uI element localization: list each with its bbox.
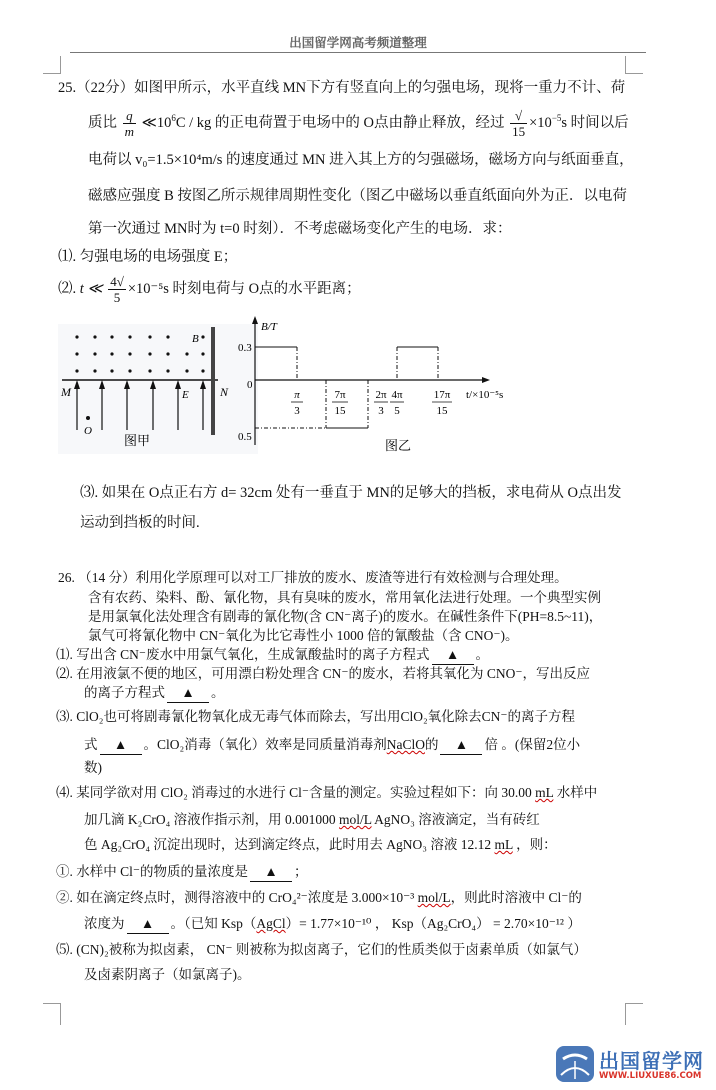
- q26-part-2-cont: [84, 684, 225, 703]
- part-number: ⑵.: [58, 280, 77, 297]
- q26-part-1: [56, 646, 489, 665]
- field-dot: [148, 335, 151, 338]
- q26-text: ；: [294, 864, 308, 879]
- x-axis-label: t/×10⁻⁵s: [466, 389, 504, 401]
- time-fraction: [108, 274, 126, 305]
- field-dot: [201, 352, 204, 355]
- q26-text: mol/L: [339, 812, 372, 827]
- q26-text: 。: [211, 685, 225, 700]
- q26-line-4: 氯气可将氰化物中 CN⁻氧化为比它毒性小 1000 倍的氰酸盐（含 CNO⁻)。: [88, 628, 519, 643]
- time-fraction: [510, 108, 527, 139]
- q26-text: 的离子方程式: [84, 685, 165, 700]
- x-tick-num: π: [294, 389, 300, 401]
- fraction-denominator: m: [124, 124, 135, 139]
- answer-blank[interactable]: ▲: [100, 736, 142, 755]
- field-dot: [201, 369, 204, 372]
- q25-part-3: ⑶. 如果在 O点正右方 d= 32cm 处有一垂直于 MN的足够大的挡板，求电荷从 O点出发: [80, 485, 622, 501]
- y-axis-label: B/T: [261, 321, 277, 333]
- q26-part-5: ⑸. (CN)₂被称为拟卤素， CN⁻ 则被称为拟卤离子，它们的性质类似于卤素单质（如氯气）: [56, 942, 587, 957]
- q26-part-4: [56, 784, 597, 802]
- fraction-numerator: q: [123, 108, 136, 124]
- field-dot: [201, 335, 204, 338]
- y-tick-zero: 0: [247, 379, 253, 391]
- q26-line-2: 含有农药、染料、酚、氰化物，具有臭味的废水，常用氧化法进行处理。一个典型实例: [88, 590, 601, 605]
- field-dot: [110, 369, 113, 372]
- q26-text: AgNO₃ 溶液滴定，当有砖红: [371, 812, 540, 827]
- q26-text: AgCl: [256, 916, 286, 931]
- point-o: [86, 416, 90, 420]
- corner-mark-bottom-left: [60, 1003, 61, 1025]
- b-waveform: [255, 347, 438, 428]
- field-dot: [166, 369, 169, 372]
- q26-text: 。: [475, 647, 490, 662]
- corner-mark-bottom-right: [625, 1003, 626, 1025]
- q26-part-5-cont: 及卤素阴离子（如氯离子)。: [84, 967, 251, 982]
- corner-mark-top-left: [60, 56, 61, 73]
- x-tick-labels: [291, 389, 452, 417]
- figure-jia-caption: 图甲: [124, 433, 151, 448]
- q26-part-3-cont2: 数): [84, 760, 102, 775]
- q26-text: NaClO: [386, 737, 425, 752]
- barrier-plate: [211, 327, 215, 435]
- field-dot: [128, 369, 131, 372]
- answer-blank[interactable]: ▲: [250, 863, 292, 882]
- q26-text: ②. 如在滴定终点时，测得溶液中的 CrO₄²⁻浓度是 3.000×10⁻³: [56, 890, 418, 905]
- answer-blank[interactable]: ▲: [167, 684, 209, 703]
- q25-text: ≪10: [141, 114, 172, 131]
- q26-text: 浓度为: [84, 916, 125, 931]
- x-tick-den: 15: [334, 405, 346, 417]
- q26-text: 加几滴 K₂CrO₄ 溶液作指示剂，用 0.001000: [84, 812, 340, 827]
- x-tick-den: 3: [294, 405, 300, 417]
- q26-line-3: 是用氯氧化法处理含有剧毒的氰化物(含 CN⁻离子)的废水。在碱性条件下(PH=8.5~11)，: [88, 609, 603, 624]
- q25-part-3-cont: 运动到挡板的时间.: [80, 515, 200, 531]
- corner-mark-bottom-left-h: [43, 1003, 61, 1004]
- q26-text: 倍 。(保留2位小: [484, 737, 581, 752]
- field-dot: [166, 335, 169, 338]
- q25-part-1: ⑴. 匀强电场的电场强度 E；: [58, 249, 238, 265]
- x-axis-arrow: [482, 377, 490, 383]
- figure-yi-caption: 图乙: [385, 438, 412, 453]
- x-tick-den: 5: [394, 405, 400, 417]
- q26-text: 水样中: [553, 785, 598, 800]
- field-dot: [75, 369, 78, 372]
- y-axis-arrow: [252, 316, 258, 324]
- x-tick-num: 4π: [391, 389, 403, 401]
- logo-url: WWW.LIUXUE86.COM: [599, 1071, 702, 1081]
- globe-icon: [555, 1045, 595, 1083]
- label-o: O: [84, 425, 92, 437]
- charge-mass-fraction: [123, 108, 136, 139]
- x-tick-num: 17π: [433, 389, 451, 401]
- label-e: E: [182, 389, 189, 401]
- q25-line-4: 磁感应强度 B 按图乙所示规律周期性变化（图乙中磁场以垂直纸面向外为正．以电荷: [88, 188, 627, 204]
- field-dot: [185, 369, 188, 372]
- q26-text: mL: [494, 837, 513, 852]
- q26-sub-1: [56, 863, 308, 882]
- q26-line-1: 26. （14 分）利用化学原理可以对工厂排放的废水、废渣等进行有效检测与合理处理。: [58, 570, 568, 585]
- field-dot: [128, 335, 131, 338]
- q26-part-4-line-2: [84, 811, 540, 829]
- field-dot: [93, 335, 96, 338]
- field-dot: [93, 369, 96, 372]
- field-dot: [148, 369, 151, 372]
- logo-name: 出国留学网: [599, 1049, 704, 1073]
- answer-blank[interactable]: ▲: [432, 646, 474, 665]
- field-dot: [148, 352, 151, 355]
- figures: [0, 310, 716, 470]
- q26-text: mol/L: [417, 890, 451, 905]
- q25-text: ×10: [529, 114, 552, 131]
- q25-text: 质比: [88, 114, 117, 131]
- q25-text: t ≪: [79, 280, 103, 297]
- answer-blank[interactable]: ▲: [127, 915, 169, 934]
- q25-text: ×10⁻⁵s 时刻电荷与 O点的水平距离；: [127, 280, 361, 297]
- q26-text: ⑴. 写出含 CN⁻废水中用氯气氧化，生成氰酸盐时的离子方程式: [56, 647, 430, 662]
- label-n: N: [220, 385, 229, 399]
- q26-text: 。（已知 Ksp（: [170, 916, 257, 931]
- corner-mark-bottom-right-h: [625, 1003, 643, 1004]
- q26-text: mL: [535, 785, 554, 800]
- corner-mark-top-right-h: [625, 73, 643, 74]
- q26-text: 的: [424, 737, 439, 752]
- field-dot: [166, 352, 169, 355]
- q25-part-2: [58, 274, 361, 305]
- q25-text: C / kg 的正电荷置于电场中的 O点由静止释放，经过: [175, 114, 505, 131]
- q26-part-3-cont: [84, 736, 580, 755]
- exponent: 6: [171, 113, 176, 123]
- fraction-denominator: 5: [113, 290, 121, 305]
- x-tick-den: 15: [436, 405, 448, 417]
- q25-line-1: 25.（22分）如图甲所示，水平直线 MN下方有竖直向上的匀强电场，现将一重力不计、荷: [58, 80, 626, 96]
- corner-mark-top-left-h: [43, 73, 61, 74]
- header-divider: [70, 52, 646, 53]
- field-dot: [185, 352, 188, 355]
- y-tick-bottom: 0.5: [238, 431, 252, 443]
- x-tick-den: 3: [378, 405, 384, 417]
- q26-part-4-line-3: [84, 836, 557, 854]
- site-logo: [555, 1045, 715, 1085]
- q25-line-5: 第一次通过 MN时为 t=0 时刻）．不考虑磁场变化产生的电场．求：: [88, 221, 512, 237]
- q26-text: ⑷. 某同学欲对用 ClO₂ 消毒过的水进行 Cl⁻含量的测定。实验过程如下：向 30.00: [56, 785, 536, 800]
- q25-line-2: [88, 108, 629, 139]
- page-header: 出国留学网高考频道整理: [289, 35, 427, 50]
- field-dot: [128, 352, 131, 355]
- q26-sub-2-cont: [84, 915, 581, 934]
- fraction-numerator: √: [510, 108, 527, 124]
- label-m: M: [61, 385, 71, 399]
- answer-blank[interactable]: ▲: [440, 736, 482, 755]
- q25-line-3: 电荷以 v₀=1.5×10⁴m/s 的速度通过 MN 进入其上方的匀强磁场，磁场方向与纸面垂直，: [88, 152, 634, 168]
- field-dot: [110, 352, 113, 355]
- fraction-denominator: 15: [512, 124, 526, 139]
- field-dot: [75, 352, 78, 355]
- field-dot: [93, 352, 96, 355]
- y-tick-top: 0.3: [238, 342, 252, 354]
- q26-text: 式: [84, 737, 98, 752]
- x-tick-num: 2π: [375, 389, 387, 401]
- x-tick-num: 7π: [334, 389, 346, 401]
- fraction-numerator: 4√: [110, 274, 124, 289]
- q26-text: ，则此时溶液中 Cl⁻的: [450, 890, 582, 905]
- q26-sub-2: [56, 889, 582, 907]
- q26-text: ①. 水样中 Cl⁻的物质的量浓度是: [56, 864, 249, 879]
- exponent: −5: [551, 113, 562, 123]
- corner-mark-top-right: [625, 56, 626, 73]
- q26-text: 色 Ag₂CrO₄ 沉淀出现时，达到滴定终点，此时用去 AgNO₃ 溶液 12.12: [84, 837, 495, 852]
- field-dot: [110, 335, 113, 338]
- q26-text: ）= 1.77×10⁻¹⁰ ， Ksp（Ag₂CrO₄） = 2.70×10⁻¹² ）: [285, 916, 581, 931]
- q25-text: s 时间以后: [561, 114, 629, 131]
- q26-text: 。ClO₂消毒（氧化）效率是同质量消毒剂: [143, 737, 387, 752]
- q26-part-3: ⑶. ClO₂也可将剧毒氰化物氧化成无毒气体而除去，写出用ClO₂氧化除去CN⁻的离子方程: [56, 709, 576, 724]
- q26-text: ，则：: [512, 837, 557, 852]
- label-b: B: [192, 333, 199, 345]
- q26-part-2: ⑵. 在用液氯不便的地区，可用漂白粉处理含 CN⁻的废水，若将其氧化为 CNO⁻，写出反应: [56, 666, 591, 681]
- field-dot: [75, 335, 78, 338]
